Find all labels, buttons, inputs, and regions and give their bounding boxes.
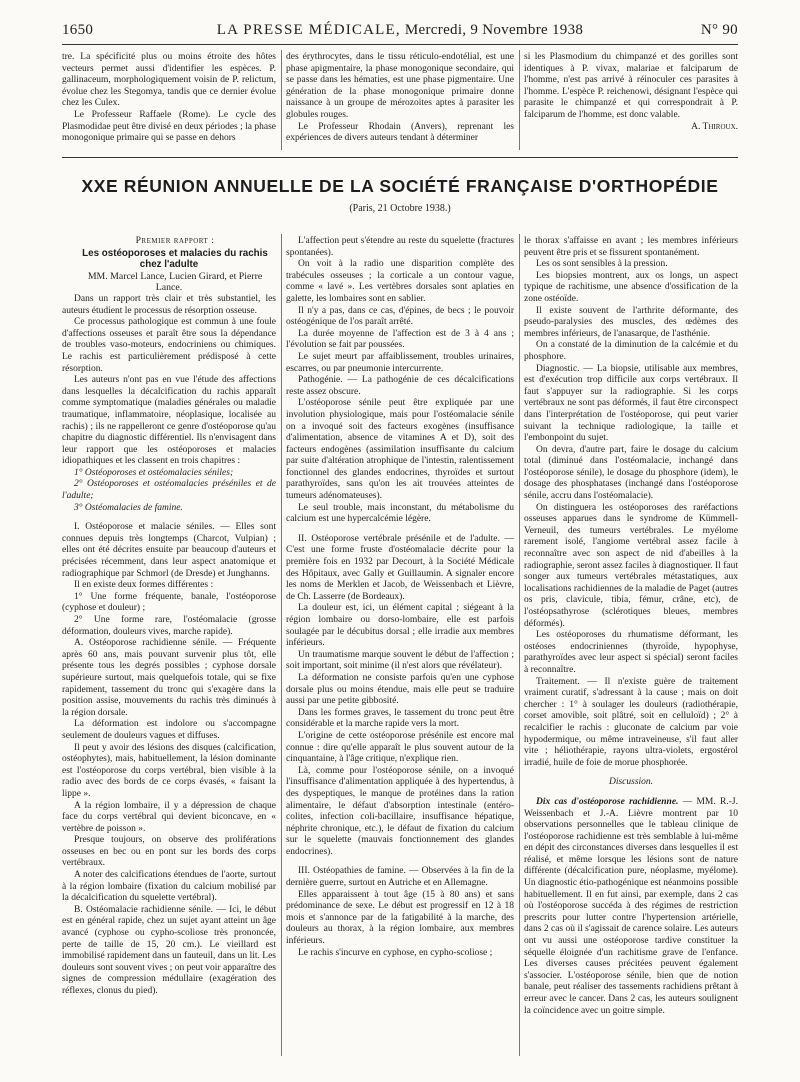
paragraph: A noter des calcifications étendues de l'aorte, surtout à la région lombaire (fixation du calcium mobilisé par la décalcification du squelette vertébral).: [62, 870, 276, 904]
conference-title: XXE RÉUNION ANNUELLE DE LA SOCIÉTÉ FRANÇAISE D'ORTHOPÉDIE: [81, 176, 719, 196]
list-item: 3° Ostéomalacies de famine.: [74, 502, 183, 513]
paragraph: L'affection peut s'étendre au reste du squelette (fractures spontanées).: [286, 236, 514, 258]
conference-date: (Paris, 21 Octobre 1938.): [349, 203, 451, 214]
paragraph: Les ostéoporoses du rhumatisme déformant, les ostéoses endocriniennes (thyroïde, hypophyse, parathyroïdes avec leur aspect si spécial) seront faciles à reconnaître.: [524, 630, 738, 675]
paragraph: Pathogénie. — La pathogénie de ces décalcifications reste assez obscure.: [286, 375, 514, 397]
paragraph: A. Ostéoporose rachidienne sénile. — Fréquente après 60 ans, mais pouvant survenir plus tôt, elle présente tous les degrés possibles ; cyphose dorsale supérieure surtout, mais quelquefois totale, qui se fixe rapidement, tassement du tronc qui s'exagère dans la position assise, mouvements du rachis très diminués à la région dorsale.: [62, 638, 276, 718]
list-item: 1° Ostéoporoses et ostéomalacies séniles;: [74, 467, 234, 478]
paragraph: Dans un rapport très clair et très substantiel, les auteurs étudient le processus de résorption osseuse.: [62, 293, 276, 316]
paragraph: Elles apparaissent à tout âge (15 à 80 ans) et sans prédominance de sexe. Le début est progressif en 12 à 18 mois et s'annonce par de la fatigabilité à la marche, des douleurs au thorax, à la région lombaire, aux membres inférieurs.: [286, 889, 514, 947]
paragraph: B. Ostéomalacie rachidienne sénile. — Ici, le début est en général rapide, chez un sujet ayant atteint un âge avancé (cyphose ou cypho-scoliose très prononcée, perte de taille de 15, 20 cm.). Le vieillard est immobilisé rapidement dans un fauteuil, dans un lit. Les douleurs sont souvent vives ; on peut voir apparaître des signes de compression médullaire (exagération des réflexes, clonus du pied).: [62, 904, 276, 996]
paragraph: Le rachis s'incurve en cyphose, en cypho-scoliose ;: [298, 947, 493, 958]
issue-date: Mercredi, 9 Novembre 1938: [404, 22, 584, 38]
paragraph: La déformation est indolore ou s'accompagne seulement de douleurs vagues et diffuses.: [62, 719, 276, 741]
top-column-1: [62, 52, 276, 145]
paragraph: Le sujet meurt par affaiblissement, troubles urinaires, escarres, ou par pneumonie intercurrente.: [286, 351, 514, 374]
column-divider: [519, 234, 520, 1056]
paragraph: Ce processus pathologique est commun à une foule d'affections osseuses et paraît être sous la dépendance de troubles vaso-moteurs, endocriniens ou chimiques. Le rachis est particulièrement prédisposé à cette résorption.: [62, 317, 276, 374]
column-divider: [281, 50, 282, 150]
article-column-1: [62, 236, 276, 998]
list-item: 2° Ostéoporoses et ostéomalacies préséniles et de l'adulte;: [62, 479, 276, 502]
paragraph: A la région lombaire, il y a dépression de chaque face du corps vertébral qui devient biconcave, en « vertèbre de poisson ».: [62, 800, 276, 834]
paragraph: La durée moyenne de l'affection est de 3 à 4 ans ; l'évolution se fait par poussées.: [286, 328, 514, 351]
article-column-3: [524, 236, 738, 1017]
case-body: — MM. R.-J. Weissenbach et J.-A. Lièvre montrent par 10 observations personnelles que le tableau clinique de l'ostéoporose rachidienne est très semblable à lui-même en dépit des circonstances diverses dans lesquelles il est réalisé, et même lorsque les lésions sont de nature différente (décalcification pure, néoplasme, myélome). Un diagnostic étio-pathogénique est néanmoins possible habituellement. Il en fut ainsi, par exemple, dans 2 cas où l'ostéoporose succéda à des régimes de restriction prescrits pour lutter contre l'hypertension artérielle, dans 2 cas où il s'agissait de carence solaire. Les auteurs ont vu aussi une ostéoporose tardive constituer la séquelle éloignée d'un rachitisme grave de l'enfance. Les diverses causes précitées peuvent également s'associer. L'ostéoporose sénile, bien que de notion banale, peut réaliser des tassements rachidiens prêtant à erreur avec le cancer. Dans 2 cas, les auteurs soulignent la coïncidence avec un goitre simple.: [524, 796, 738, 1016]
paragraph: On devra, d'autre part, faire le dosage du calcium total (diminué dans l'ostéomalacie, inchangé dans l'ostéoporose sénile), le dosage du phosphore (idem), le dosage des phosphatases (inchangé dans l'ostéoporose sénile, accru dans l'ostéomalacie).: [524, 444, 738, 502]
paragraph: Traitement. — Il n'existe guère de traitement vraiment curatif, s'adressant à la cause ; mais on doit chercher : 1° à soulager les douleurs (radiothérapie, corset amovible, soit plâtré, soit en celluloïd) ; 2° à recalcifier le rachis : gluconate de calcium par voie hypodermique, ou même intraveineuse, s'il faut aller vite ; héliothérapie, rayons ultra-violets, ergostérol irradié, huile de foie de morue phosphorée.: [524, 676, 738, 768]
issue-number: N° 90: [700, 22, 738, 38]
rapport-title: Les ostéoporoses et malacies du rachis chez l'adulte: [82, 247, 268, 271]
journal-title: [62, 22, 738, 39]
page-number: 1650: [62, 22, 94, 38]
paragraph: II. Ostéoporose vertébrale présénile et de l'adulte. — C'est une forme fruste d'ostéomalacie décrite pour la première fois en 1932 par Decourt, à la Société Médicale des Hôpitaux, avec Gally et Guillaumin. A signaler encore les noms de Merklen et Jacob, de Weissenbach et Lièvre, de Ch. Lasserre (de Bordeaux).: [286, 533, 514, 602]
paragraph: L'origine de cette ostéoporose présénile est encore mal connue : dire qu'elle apparaît le plus souvent autour de la cinquantaine, à l'âge critique, n'explique rien.: [286, 730, 514, 765]
top-column-3: [524, 52, 738, 133]
rapport-label: Premier rapport :: [135, 236, 215, 246]
paragraph: On a constaté de la diminution de la calcémie et du phosphore.: [524, 340, 738, 362]
top-column-2: [286, 52, 514, 145]
column-divider: [281, 234, 282, 1056]
paragraph: [524, 797, 738, 1017]
header-rule: [62, 44, 738, 45]
paragraph: Presque toujours, on observe des proliférations osseuses en bec ou en pont sur les bords des corps vertébraux.: [62, 835, 276, 869]
paragraph: L'ostéoporose sénile peut être expliquée par une involution physiologique, mais pour l'ostéomalacie sénile on a invoqué soit des facteurs exogènes (insuffisance d'alimentation, absence de vitamines A et D), soit des facteurs endogènes (assimilation insuffisante du calcium par suite d'altération atrophique de l'intestin, ralentissement fonctionnel des glandes endocrines, thyroïdes et surtout parathyroïdes, sans qu'on les ait trouvées atteintes de tumeurs adénomateuses).: [286, 398, 514, 502]
signature: A. Thiroux.: [691, 121, 738, 132]
paragraph: Diagnostic. — La biopsie, utilisable aux membres, est d'exécution trop difficile aux corps vertébraux. Il faut s'appuyer sur la radiographie. Si les corps vertébraux ne sont pas déformés, il faut être circonspect dans l'interprétation de l'ostéoporose, qui peut varier suivant la technique radiologique, la taille et l'embonpoint du sujet.: [524, 363, 738, 444]
paragraph: Les auteurs n'ont pas en vue l'étude des affections dans lesquelles la décalcification du rachis apparaît comme symptomatique (maladies générales ou maladie traumatique, inflammatoire, néoplasique, localisée au rachis) ; ils ne rappelleront ce genre d'ostéoporose qu'au chapitre du diagnostic différentiel. Ils n'envisagent dans leur rapport que les ostéoporoses et malacies idiopathiques et les classent en trois chapitres :: [62, 375, 276, 467]
paragraph: Là, comme pour l'ostéoporose sénile, on a invoqué l'insuffisance d'alimentation appliquée à des hypertendus, à des dyspeptiques, le manque de protéines dans la ration alimentaire, le défaut d'absorption intestinale (entéro-colites, infection coli-bacillaire, insuffisance hépatique, néphrite chronique, etc.), le défaut de fixation du calcium sur le squelette (mauvais fonctionnement des glandes endocrines).: [286, 765, 514, 857]
paragraph: I. Ostéoporose et malacie séniles. — Elles sont connues depuis très longtemps (Charcot, Vulpian) ; elles ont été décrites ensuite par beaucoup d'auteurs et précisées récemment, dans leur aspect anatomique et radiographique par Schmorl (de Dresde) et Junghanns.: [62, 522, 276, 579]
section-rule: [62, 157, 738, 158]
paragraph: le thorax s'affaisse en avant ; les membres inférieurs peuvent être pris et se fissurent spontanément.: [524, 236, 738, 258]
paragraph: Les biopsies montrent, aux os longs, un aspect typique de rachitisme, une absence d'ossification de la zone ostéoïde.: [524, 270, 738, 304]
article-column-2: [286, 236, 514, 959]
paragraph: Il peut y avoir des lésions des disques (calcification, ostéophytes), mais, habituellement, la lésion dominante est l'ostéoporose du corps vertébral, bien visible à la radio avec des bords de ce corps évasés, « faisant la lippe ».: [62, 742, 276, 799]
paragraph: Le Professeur Rhodain (Anvers), reprenant les expériences de divers auteurs tendant à déterminer: [286, 121, 514, 144]
column-divider: [519, 50, 520, 150]
paragraph: Il en existe deux formes différentes :: [74, 580, 214, 591]
paragraph: Il n'y a pas, dans ce cas, d'épines, de becs ; le pouvoir ostéogénique de l'os paraît arrêté.: [286, 305, 514, 328]
paragraph: tre. La spécificité plus ou moins étroite des hôtes vecteurs permet aussi d'identifier les espèces. P. gallinaceum, morphologiquement voisin de P. relictum, évolue chez les Stegomya, tandis que ce dernier évolue chez les Culex.: [62, 52, 276, 109]
paragraph: Il existe souvent de l'arthrite déformante, des pseudo-paralysies des muscles, des œdèmes des membres inférieurs, de l'anasarque, de l'asthénie.: [524, 305, 738, 339]
journal-name: LA PRESSE MÉDICALE,: [216, 22, 401, 38]
case-title: Dix cas d'ostéoporose rachidienne.: [536, 796, 679, 807]
paragraph: 1° Une forme fréquente, banale, l'ostéoporose (cyphose et douleur) ;: [62, 591, 276, 614]
paragraph: si les Plasmodium du chimpanzé et des gorilles sont identiques à P. vivax, malariae et falciparum de l'homme, n'est pas arrivé à réinoculer ces parasites à l'homme. L'espèce P. reichenowi, désignant l'espèce qui parasite le chimpanzé et qui correspondrait à P. falciparum de l'homme, est donc valable.: [524, 52, 738, 120]
paragraph: Dans les formes graves, le tassement du tronc peut être considérable et la marche rapide vers la mort.: [286, 707, 514, 730]
paragraph: Un traumatisme marque souvent le début de l'affection ; soit important, soit minime (il n'est alors que révélateur).: [286, 649, 514, 672]
paragraph: Le seul trouble, mais inconstant, du métabolisme du calcium est une hypercalcémie légère.: [286, 502, 514, 525]
paragraph: On distinguera les ostéoporoses des raréfactions osseuses apparues dans le syndrome de Kümmell-Verneuil, des tumeurs vertébrales. Le myélome rarement isolé, l'angiome vertébral assez facile à reconnaître avec son aspect de nid d'abeilles à la radiographie, seront assez faciles à diagnostiquer. Il faut songer aux tumeurs vertébrales métastatiques, aux localisations rachidiennes de la maladie de Paget (autres os pris, clavicule, tibia, fémur, crâne, etc), de l'ostéopsathyrose (sclérotiques bleues, membres déformés).: [524, 502, 738, 629]
paragraph: des érythrocytes, dans le tissu réticulo-endotélial, est une phase apigmentaire, la phase monogonique secondaire, qui se passe dans les hématies, est une phase pigmentaire. Une génération de la phase monogonique primaire donne naissance à un groupe de mérozoites aptes à parasiter les globules rouges.: [286, 52, 514, 120]
paragraph: On voit à la radio une disparition complète des trabécules osseuses ; la corticale a un contour vague, comme « lavé ». Les vertèbres dorsales sont aplaties en galette, les lombaires sont en sablier.: [286, 259, 514, 304]
paragraph: Les os sont sensibles à la pression.: [536, 259, 668, 270]
paragraph: Le Professeur Raffaele (Rome). Le cycle des Plasmodidae peut être divisé en deux périodes ; la phase monogonique primaire qui se passe en dehors: [62, 109, 276, 144]
paragraph: 2° Une forme rare, l'ostéomalacie (grosse déformation, douleurs vives, marche rapide).: [62, 615, 276, 637]
rapport-authors: MM. Marcel Lance, Lucien Girard, et Pierre Lance.: [87, 270, 263, 294]
discussion-heading: Discussion.: [608, 777, 654, 788]
paragraph: La douleur est, ici, un élément capital ; siégeant à la région lombaire ou dorso-lombaire, elle est parfois soulagée par le décubitus dorsal ; elle irradie aux membres inférieurs.: [286, 603, 514, 649]
page-header: [62, 22, 738, 44]
paragraph: La déformation ne consiste parfois qu'en une cyphose dorsale plus ou moins étendue, mais elle peut se traduire aussi par une petite gibbosité.: [286, 672, 514, 707]
paragraph: III. Ostéopathies de famine. — Observées à la fin de la dernière guerre, surtout en Autriche et en Allemagne.: [286, 866, 514, 889]
